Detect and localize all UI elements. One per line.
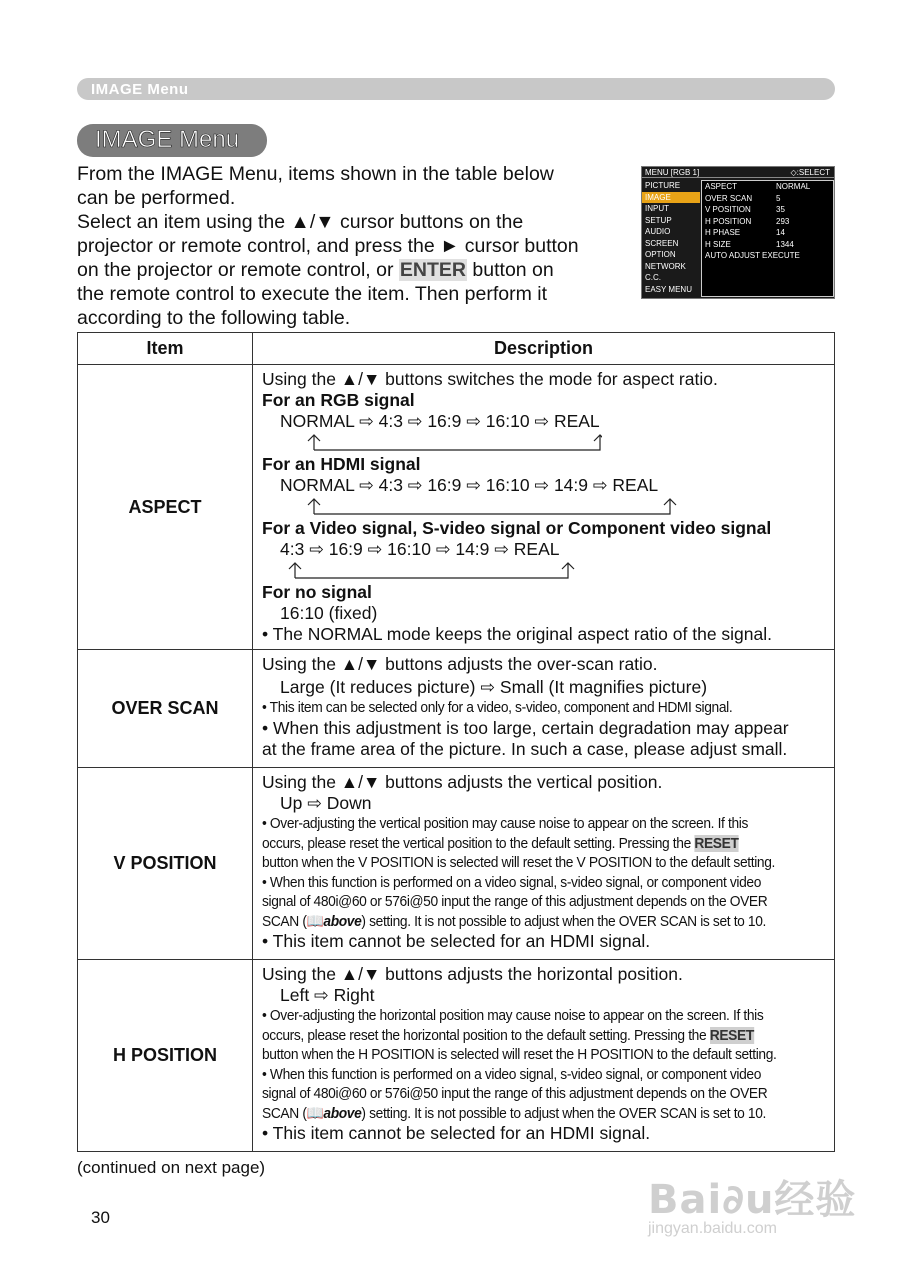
note-text: • When this function is performed on a video signal, s-video signal, or component video xyxy=(262,1065,762,1083)
above-reference: above xyxy=(323,1104,362,1122)
osd-setting-name: OVER SCAN xyxy=(705,193,753,203)
intro-text: on the projector or remote control, or xyxy=(77,259,399,281)
subheading: For an HDMI signal xyxy=(262,454,421,474)
note-text: button when the H POSITION is selected will reset the H POSITION to the default setting. xyxy=(262,1046,777,1063)
subheading: For an RGB signal xyxy=(262,390,415,410)
note-text: • Over-adjusting the vertical position may cause noise to appear on the screen. If this xyxy=(262,815,748,832)
intro-line xyxy=(77,258,632,282)
note-text: SCAN ( xyxy=(262,1104,307,1122)
osd-setting-name: ASPECT xyxy=(705,182,738,191)
desc-h-position xyxy=(253,960,835,1152)
subheading: For a Video signal, S-video signal or Component video signal xyxy=(262,518,772,538)
osd-menu-item: SETUP xyxy=(645,215,672,225)
image-menu-table xyxy=(77,332,835,1152)
note-text: • Over-adjusting the horizontal position may cause noise to appear on the screen. If this xyxy=(262,1007,764,1024)
note-text xyxy=(262,912,830,932)
note-text: signal of 480i@60 or 576i@50 input the range of this adjustment depends on the OVER xyxy=(262,893,768,910)
note-text: at the frame area of the picture. In such a case, please adjust small. xyxy=(262,738,788,759)
cycle-loop-arrow xyxy=(262,432,602,454)
table-row xyxy=(78,650,835,768)
item-h-position: H POSITION xyxy=(78,960,253,1152)
osd-setting-value: 5 xyxy=(776,193,781,203)
note-text: • When this function is performed on a video signal, s-video signal, or component video xyxy=(262,873,762,891)
desc-text: Using the ▲/▼ buttons adjusts the horizontal position. xyxy=(262,964,683,984)
cycle-text: NORMAL ⇨ 4:3 ⇨ 16:9 ⇨ 16:10 ⇨ 14:9 ⇨ REAL xyxy=(280,475,659,495)
osd-setting-value: 293 xyxy=(776,216,790,226)
enter-key-label: ENTER xyxy=(399,259,466,281)
desc-over-scan xyxy=(253,650,835,768)
column-header-description: Description xyxy=(253,333,835,365)
note-text xyxy=(262,1026,830,1046)
cycle-text: NORMAL ⇨ 4:3 ⇨ 16:9 ⇨ 16:10 ⇨ REAL xyxy=(280,411,600,431)
desc-text: Using the ▲/▼ buttons adjusts the vertical position. xyxy=(262,772,663,792)
osd-setting-name: V POSITION xyxy=(705,205,751,214)
section-title: IMAGE Menu xyxy=(95,126,240,153)
table-row xyxy=(78,960,835,1152)
table-row xyxy=(78,768,835,960)
watermark-brand: Bai∂u经验 xyxy=(648,1177,857,1223)
osd-setting-row xyxy=(702,239,833,251)
desc-text: 16:10 (fixed) xyxy=(280,603,378,623)
cycle-text: 4:3 ⇨ 16:9 ⇨ 16:10 ⇨ 14:9 ⇨ REAL xyxy=(280,539,560,559)
note-text xyxy=(262,1104,830,1124)
above-reference: above xyxy=(323,912,362,930)
subheading: For no signal xyxy=(262,582,372,602)
osd-menu-item: AUDIO xyxy=(645,227,671,236)
note-text: • This item cannot be selected for an HDMI signal. xyxy=(262,931,651,951)
osd-setting-row xyxy=(702,204,833,216)
section-title-pill xyxy=(77,124,267,157)
item-v-position: V POSITION xyxy=(78,768,253,960)
note-text: • This item can be selected only for a video, s-video, component and HDMI signal. xyxy=(262,699,733,716)
table-row xyxy=(78,365,835,650)
osd-setting-name: H PHASE xyxy=(705,228,741,237)
osd-menu-item: C.C. xyxy=(645,273,661,282)
osd-setting-value: NORMAL xyxy=(776,182,811,191)
note-text: occurs, please reset the vertical position to the default setting. Pressing the xyxy=(262,834,695,852)
intro-paragraph xyxy=(77,162,632,330)
note-text: ) setting. It is not possible to adjust when the OVER SCAN is set to 10. xyxy=(361,912,767,930)
desc-aspect xyxy=(253,365,835,650)
osd-menu-item: OPTION xyxy=(645,250,676,259)
book-icon: 📖 xyxy=(306,912,324,930)
note-text: • The NORMAL mode keeps the original aspect ratio of the signal. xyxy=(262,624,773,644)
note-text: signal of 480i@60 or 576i@50 input the range of this adjustment depends on the OVER xyxy=(262,1085,768,1102)
note-text: ) setting. It is not possible to adjust when the OVER SCAN is set to 10. xyxy=(361,1104,767,1122)
cycle-loop-arrow xyxy=(262,560,582,582)
osd-menu-screenshot xyxy=(641,166,835,299)
table-header-row xyxy=(78,333,835,365)
intro-line: can be performed. xyxy=(77,187,236,209)
watermark xyxy=(648,1168,858,1248)
osd-setting-name: H POSITION xyxy=(705,216,752,226)
header-label: IMAGE Menu xyxy=(91,81,189,98)
intro-text: button on xyxy=(467,259,554,281)
osd-setting-name: H SIZE xyxy=(705,239,731,249)
osd-select-hint: ◇:SELECT xyxy=(790,168,830,177)
note-text: occurs, please reset the horizontal position to the default setting. Pressing the xyxy=(262,1026,710,1044)
options-text: Large (It reduces picture) ⇨ Small (It magnifies picture) xyxy=(280,677,708,697)
osd-setting-value: 14 xyxy=(776,228,785,237)
header-bar xyxy=(77,78,835,100)
reset-key-label: RESET xyxy=(694,834,739,852)
intro-line: From the IMAGE Menu, items shown in the table below xyxy=(77,163,554,185)
osd-setting-row xyxy=(702,250,833,262)
desc-v-position xyxy=(253,768,835,960)
options-text: Up ⇨ Down xyxy=(280,793,372,813)
watermark-url: jingyan.baidu.com xyxy=(648,1220,777,1237)
osd-menu-item: PICTURE xyxy=(645,181,681,190)
note-text: • This item cannot be selected for an HDMI signal. xyxy=(262,1123,651,1143)
osd-setting-row xyxy=(702,193,833,205)
item-aspect: ASPECT xyxy=(78,365,253,650)
intro-line: the remote control to execute the item. Then perform it xyxy=(77,283,548,305)
column-header-item: Item xyxy=(78,333,253,365)
note-text: SCAN ( xyxy=(262,912,307,930)
osd-menu-item: IMAGE xyxy=(642,192,700,204)
intro-line: according to the following table. xyxy=(77,307,351,329)
continued-note: (continued on next page) xyxy=(77,1158,266,1177)
osd-setting-row xyxy=(702,181,833,193)
osd-menu-item: EASY MENU xyxy=(645,284,692,294)
osd-setting-row xyxy=(702,216,833,228)
osd-settings-list xyxy=(701,180,834,297)
osd-title-bar xyxy=(642,167,834,178)
note-text xyxy=(262,834,830,854)
intro-line: Select an item using the ▲/▼ cursor buttons on the xyxy=(77,211,524,233)
osd-setting-row xyxy=(702,227,833,239)
osd-title: MENU [RGB 1] xyxy=(645,168,700,177)
note-text: • When this adjustment is too large, certain degradation may appear xyxy=(262,717,789,738)
osd-setting-value: 35 xyxy=(776,205,785,214)
osd-menu-item: NETWORK xyxy=(645,261,686,271)
desc-text: Using the ▲/▼ buttons switches the mode for aspect ratio. xyxy=(262,369,718,389)
reset-key-label: RESET xyxy=(709,1026,754,1044)
page-number: 30 xyxy=(91,1208,110,1227)
item-over-scan: OVER SCAN xyxy=(78,650,253,768)
note-text: button when the V POSITION is selected will reset the V POSITION to the default setting. xyxy=(262,854,775,871)
osd-setting-value: 1344 xyxy=(776,239,794,249)
intro-line: projector or remote control, and press the ► cursor button xyxy=(77,235,579,257)
osd-menu-list xyxy=(642,180,700,295)
osd-menu-item: SCREEN xyxy=(645,238,679,248)
book-icon: 📖 xyxy=(306,1104,324,1122)
osd-menu-item: INPUT xyxy=(645,204,669,213)
options-text: Left ⇨ Right xyxy=(280,985,375,1005)
desc-text: Using the ▲/▼ buttons adjusts the over-scan ratio. xyxy=(262,654,658,674)
osd-setting-name: AUTO ADJUST EXECUTE xyxy=(705,251,800,260)
cycle-loop-arrow xyxy=(262,496,682,518)
